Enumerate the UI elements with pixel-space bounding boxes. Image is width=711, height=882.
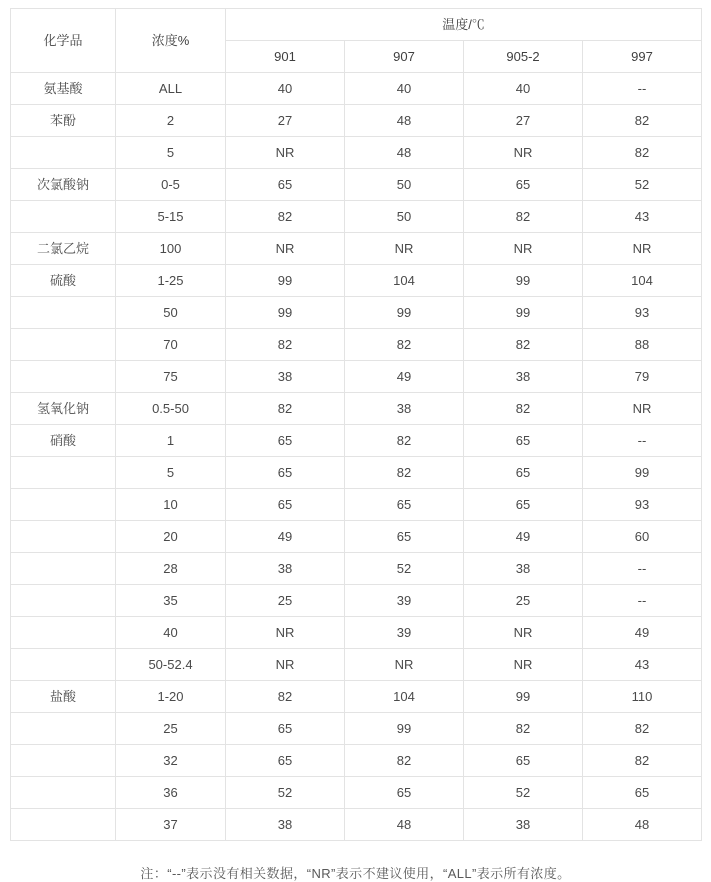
cell-value: NR — [226, 137, 345, 169]
cell-chemical: 二氯乙烷 — [11, 233, 116, 265]
cell-value: 82 — [345, 745, 464, 777]
cell-value: 65 — [226, 745, 345, 777]
cell-value: 25 — [226, 585, 345, 617]
cell-value: NR — [226, 233, 345, 265]
cell-chemical — [11, 329, 116, 361]
cell-value: NR — [464, 617, 583, 649]
cell-concentration: 2 — [116, 105, 226, 137]
cell-value: -- — [583, 553, 702, 585]
cell-value: 82 — [345, 329, 464, 361]
table-row — [11, 489, 702, 521]
cell-chemical — [11, 553, 116, 585]
cell-value: 82 — [583, 137, 702, 169]
cell-value: -- — [583, 73, 702, 105]
cell-value: 65 — [464, 457, 583, 489]
cell-value: 49 — [464, 521, 583, 553]
table-row — [11, 809, 702, 841]
cell-value: 110 — [583, 681, 702, 713]
cell-value: 82 — [464, 329, 583, 361]
cell-value: 39 — [345, 617, 464, 649]
cell-concentration: 20 — [116, 521, 226, 553]
table-row — [11, 73, 702, 105]
cell-chemical: 苯酚 — [11, 105, 116, 137]
cell-value: 50 — [345, 169, 464, 201]
table-row — [11, 745, 702, 777]
cell-value: 38 — [345, 393, 464, 425]
cell-chemical: 氨基酸 — [11, 73, 116, 105]
table-row — [11, 393, 702, 425]
cell-value: 43 — [583, 201, 702, 233]
cell-concentration: 50-52.4 — [116, 649, 226, 681]
table-row — [11, 233, 702, 265]
cell-value: 38 — [226, 553, 345, 585]
cell-value: NR — [583, 393, 702, 425]
cell-value: 99 — [345, 297, 464, 329]
cell-value: NR — [464, 649, 583, 681]
cell-concentration: 75 — [116, 361, 226, 393]
cell-value: 38 — [226, 361, 345, 393]
cell-value: NR — [226, 617, 345, 649]
cell-value: 27 — [464, 105, 583, 137]
cell-chemical: 硝酸 — [11, 425, 116, 457]
table-header — [11, 9, 702, 73]
cell-value: 60 — [583, 521, 702, 553]
cell-value: 40 — [345, 73, 464, 105]
cell-value: 38 — [464, 361, 583, 393]
cell-value: 52 — [345, 553, 464, 585]
cell-value: 82 — [583, 745, 702, 777]
table-row — [11, 169, 702, 201]
table-note: 注：“--”表示没有相关数据，“NR”表示不建议使用，“ALL”表示所有浓度。 — [140, 866, 571, 881]
cell-value: -- — [583, 585, 702, 617]
cell-value: 88 — [583, 329, 702, 361]
header-material-907: 907 — [345, 41, 464, 73]
cell-chemical — [11, 809, 116, 841]
header-row-top — [11, 9, 702, 41]
cell-concentration: 1-20 — [116, 681, 226, 713]
table-row — [11, 777, 702, 809]
cell-value: 65 — [464, 489, 583, 521]
cell-value: 82 — [464, 393, 583, 425]
cell-value: 39 — [345, 585, 464, 617]
cell-value: 65 — [345, 777, 464, 809]
cell-value: 93 — [583, 297, 702, 329]
cell-value: 65 — [464, 169, 583, 201]
cell-chemical — [11, 137, 116, 169]
header-material-905-2: 905-2 — [464, 41, 583, 73]
cell-value: 65 — [226, 713, 345, 745]
header-concentration: 浓度% — [116, 9, 226, 73]
cell-value: 38 — [464, 553, 583, 585]
cell-value: 48 — [345, 137, 464, 169]
cell-value: 49 — [583, 617, 702, 649]
table-row — [11, 649, 702, 681]
header-chemical: 化学品 — [11, 9, 116, 73]
cell-value: 82 — [583, 713, 702, 745]
table-row — [11, 553, 702, 585]
cell-value: 65 — [226, 489, 345, 521]
cell-concentration: 36 — [116, 777, 226, 809]
table-row — [11, 137, 702, 169]
cell-value: 65 — [226, 457, 345, 489]
cell-chemical — [11, 457, 116, 489]
cell-chemical — [11, 617, 116, 649]
cell-concentration: 40 — [116, 617, 226, 649]
cell-chemical — [11, 521, 116, 553]
table-row — [11, 265, 702, 297]
table-row — [11, 105, 702, 137]
cell-chemical — [11, 649, 116, 681]
cell-chemical: 盐酸 — [11, 681, 116, 713]
cell-value: 99 — [226, 265, 345, 297]
header-material-997: 997 — [583, 41, 702, 73]
cell-chemical: 次氯酸钠 — [11, 169, 116, 201]
cell-value: 82 — [583, 105, 702, 137]
cell-value: 82 — [345, 457, 464, 489]
cell-value: 82 — [226, 393, 345, 425]
cell-value: 82 — [226, 681, 345, 713]
table-row — [11, 585, 702, 617]
table-row — [11, 201, 702, 233]
cell-concentration: ALL — [116, 73, 226, 105]
cell-value: 40 — [464, 73, 583, 105]
cell-concentration: 35 — [116, 585, 226, 617]
cell-value: 99 — [464, 297, 583, 329]
cell-value: 49 — [226, 521, 345, 553]
cell-value: 82 — [226, 201, 345, 233]
table-body — [11, 73, 702, 841]
cell-value: 38 — [226, 809, 345, 841]
cell-value: 65 — [345, 489, 464, 521]
cell-value: 65 — [226, 425, 345, 457]
cell-concentration: 70 — [116, 329, 226, 361]
cell-value: 65 — [464, 425, 583, 457]
cell-value: 48 — [345, 105, 464, 137]
cell-value: 82 — [226, 329, 345, 361]
cell-value: 52 — [464, 777, 583, 809]
cell-chemical: 硫酸 — [11, 265, 116, 297]
cell-value: 99 — [583, 457, 702, 489]
cell-value: NR — [583, 233, 702, 265]
cell-concentration: 50 — [116, 297, 226, 329]
cell-value: 25 — [464, 585, 583, 617]
chemical-compatibility-table — [10, 8, 702, 841]
table-row — [11, 681, 702, 713]
cell-concentration: 5 — [116, 457, 226, 489]
cell-value: 82 — [464, 713, 583, 745]
cell-value: 50 — [345, 201, 464, 233]
table-row — [11, 361, 702, 393]
cell-value: 99 — [345, 713, 464, 745]
cell-value: 82 — [464, 201, 583, 233]
cell-concentration: 32 — [116, 745, 226, 777]
cell-chemical — [11, 777, 116, 809]
cell-concentration: 0.5-50 — [116, 393, 226, 425]
cell-value: 65 — [583, 777, 702, 809]
cell-value: 38 — [464, 809, 583, 841]
cell-value: NR — [345, 233, 464, 265]
cell-concentration: 1 — [116, 425, 226, 457]
cell-value: 65 — [345, 521, 464, 553]
table-row — [11, 521, 702, 553]
cell-value: 52 — [226, 777, 345, 809]
cell-concentration: 25 — [116, 713, 226, 745]
cell-value: 27 — [226, 105, 345, 137]
cell-value: 40 — [226, 73, 345, 105]
cell-concentration: 0-5 — [116, 169, 226, 201]
cell-chemical — [11, 713, 116, 745]
cell-concentration: 5 — [116, 137, 226, 169]
cell-value: 79 — [583, 361, 702, 393]
cell-value: 65 — [226, 169, 345, 201]
cell-chemical — [11, 297, 116, 329]
cell-value: 104 — [345, 265, 464, 297]
cell-value: 49 — [345, 361, 464, 393]
cell-concentration: 100 — [116, 233, 226, 265]
cell-value: 104 — [583, 265, 702, 297]
cell-chemical — [11, 201, 116, 233]
cell-concentration: 1-25 — [116, 265, 226, 297]
table-row — [11, 329, 702, 361]
table-row — [11, 617, 702, 649]
cell-concentration: 5-15 — [116, 201, 226, 233]
cell-value: 82 — [345, 425, 464, 457]
cell-concentration: 28 — [116, 553, 226, 585]
cell-value: 48 — [583, 809, 702, 841]
cell-concentration: 37 — [116, 809, 226, 841]
cell-chemical — [11, 745, 116, 777]
cell-value: NR — [464, 137, 583, 169]
cell-chemical — [11, 489, 116, 521]
cell-value: 48 — [345, 809, 464, 841]
cell-value: 43 — [583, 649, 702, 681]
cell-value: NR — [345, 649, 464, 681]
header-material-901: 901 — [226, 41, 345, 73]
cell-value: 104 — [345, 681, 464, 713]
cell-value: 99 — [464, 265, 583, 297]
cell-chemical: 氢氧化钠 — [11, 393, 116, 425]
table-row — [11, 713, 702, 745]
cell-value: NR — [226, 649, 345, 681]
table-row — [11, 297, 702, 329]
cell-value: 99 — [464, 681, 583, 713]
cell-value: -- — [583, 425, 702, 457]
cell-value: 93 — [583, 489, 702, 521]
cell-chemical — [11, 585, 116, 617]
cell-concentration: 10 — [116, 489, 226, 521]
cell-value: 65 — [464, 745, 583, 777]
cell-chemical — [11, 361, 116, 393]
table-row — [11, 457, 702, 489]
cell-value: 99 — [226, 297, 345, 329]
header-temperature-group: 温度/℃ — [226, 9, 702, 41]
table-row — [11, 425, 702, 457]
cell-value: 52 — [583, 169, 702, 201]
cell-value: NR — [464, 233, 583, 265]
